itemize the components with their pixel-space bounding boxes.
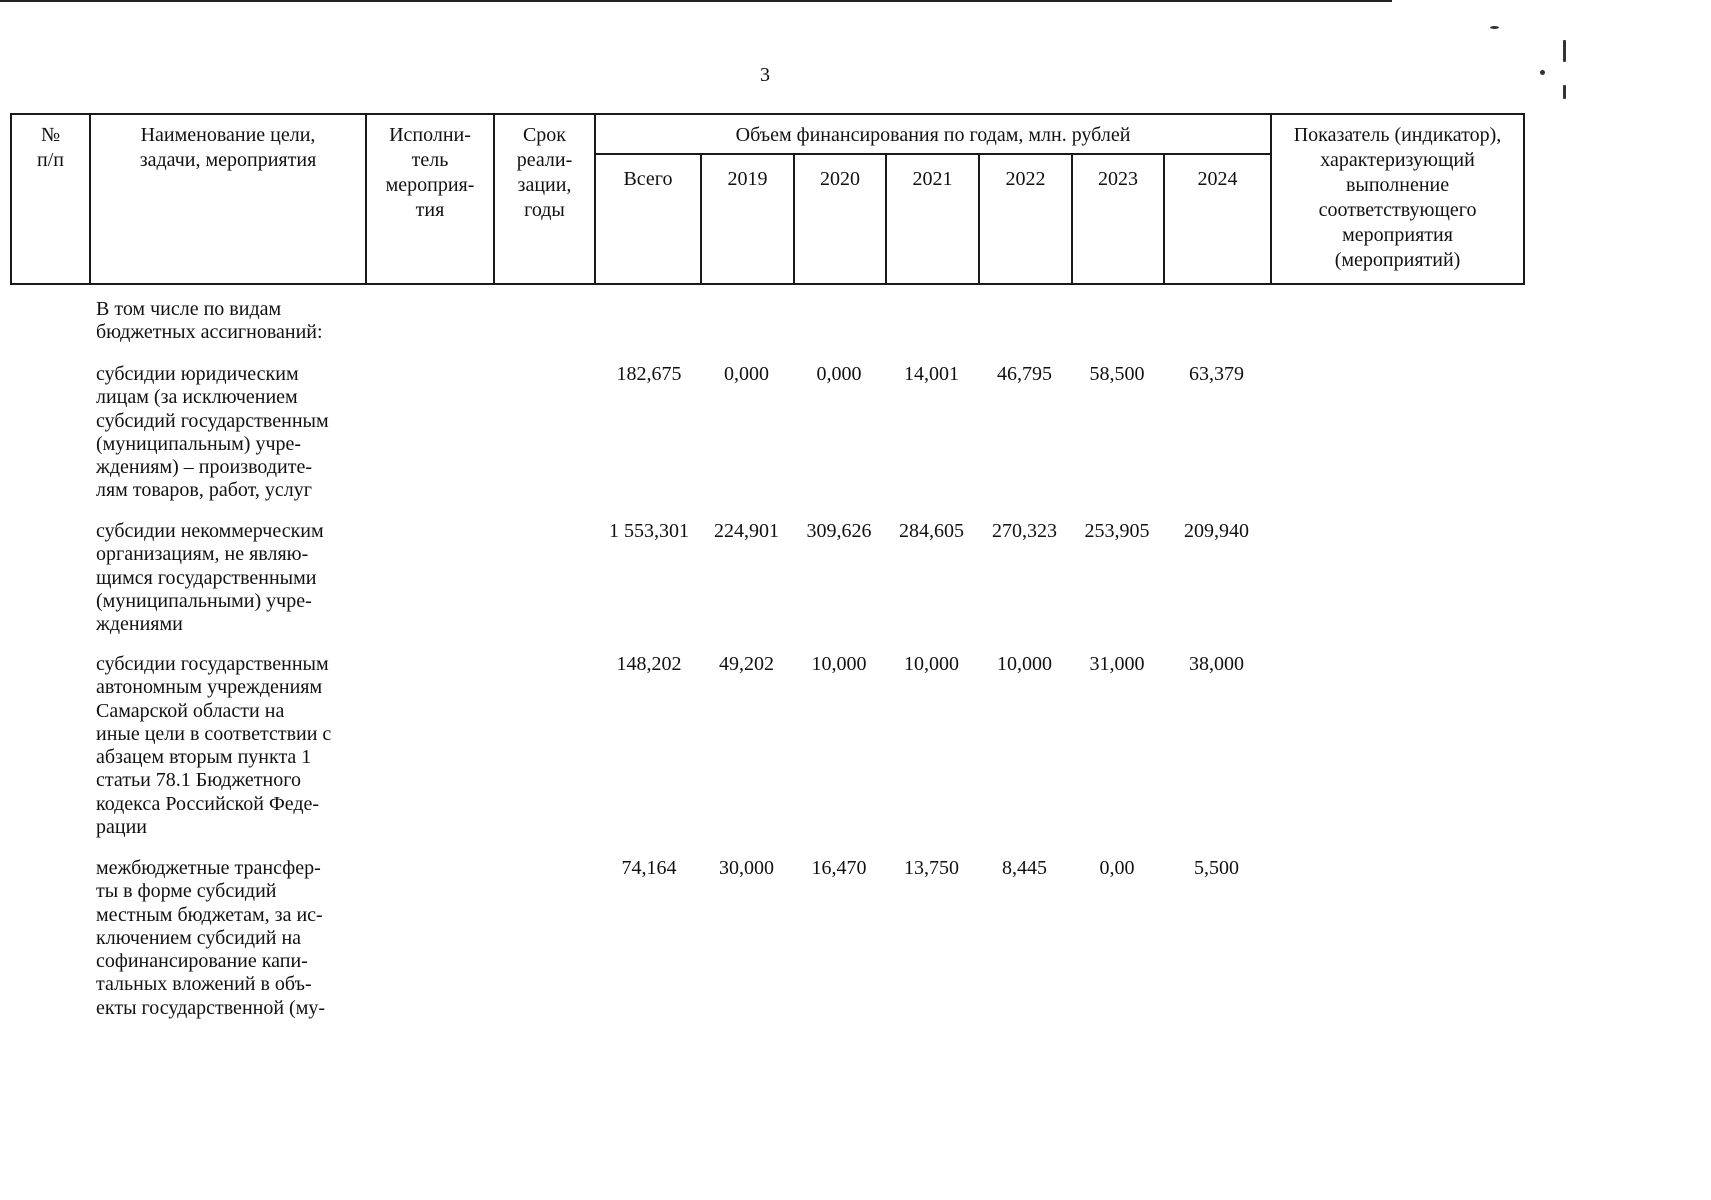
value-2022: 270,323 (992, 520, 1057, 542)
header-indicator: Показатель (индикатор), характеризующий выполнение соответствующего мероприятия (мероприятий) (1271, 114, 1524, 284)
scan-speck (1563, 85, 1566, 99)
header-name: Наименование цели, задачи, мероприятия (90, 114, 366, 284)
header-year-2022: 2022 (979, 154, 1072, 284)
header-year-2019: 2019 (701, 154, 794, 284)
scan-top-edge (0, 0, 1392, 2)
value-2021: 10,000 (904, 653, 959, 675)
value-2019: 0,000 (724, 363, 769, 385)
value-2022: 46,795 (997, 363, 1052, 385)
value-2024: 38,000 (1189, 653, 1244, 675)
row-description-autonomous-institutions: субсидии государственным автономным учреждениям Самарской области на иные цели в соответствии с абзацем вторым пункта 1 статьи 78.1 Бюджетного кодекса Российской Феде- рации (96, 653, 332, 839)
value-2023: 58,500 (1089, 363, 1145, 385)
header-year-2024: 2024 (1164, 154, 1271, 284)
value-2021: 14,001 (904, 363, 959, 385)
value-2019: 30,000 (719, 857, 774, 879)
scan-speck (1490, 26, 1499, 29)
row-description-legal-entities: субсидии юридическим лицам (за исключением субсидий государственным (муниципальным) учре- ждениям) – производите- лям товаров, работ, услуг (96, 363, 329, 502)
value-2022: 10,000 (997, 653, 1052, 675)
value-total: 148,202 (616, 653, 682, 675)
header-term: Срок реали- зации, годы (494, 114, 595, 284)
value-2020: 16,470 (811, 857, 867, 879)
value-2023: 0,00 (1099, 857, 1135, 879)
value-2021: 284,605 (899, 520, 964, 542)
table-header (10, 113, 1525, 285)
value-2019: 49,202 (719, 653, 774, 675)
scan-speck (1563, 40, 1566, 62)
value-total: 1 553,301 (609, 520, 689, 542)
value-2023: 31,000 (1089, 653, 1145, 675)
value-total: 182,675 (616, 363, 682, 385)
value-2021: 13,750 (904, 857, 959, 879)
scan-speck (1540, 70, 1545, 75)
header-year-2021: 2021 (886, 154, 979, 284)
value-2019: 224,901 (714, 520, 779, 542)
row-description-interbudget-transfers: межбюджетные трансфер- ты в форме субсидий местным бюджетам, за ис- ключением субсидий на софинансирование капи- тальных вложений в объ- екты государственной (му- (96, 857, 326, 1019)
value-total: 74,164 (621, 857, 677, 879)
page-number: 3 (760, 64, 770, 86)
row-description-nonprofits: субсидии некоммерческим организациям, не являю- щимся государственными (муниципальными) учре- ждениями (96, 520, 324, 636)
value-2024: 209,940 (1184, 520, 1249, 542)
value-2024: 63,379 (1189, 363, 1244, 385)
value-2020: 0,000 (816, 363, 862, 385)
value-2020: 309,626 (806, 520, 872, 542)
header-executor: Исполни- тель мероприя- тия (366, 114, 494, 284)
header-financing: Объем финансирования по годам, млн. рублей (595, 114, 1271, 154)
value-2023: 253,905 (1084, 520, 1150, 542)
header-year-2020: 2020 (794, 154, 886, 284)
header-num: № п/п (11, 114, 90, 284)
header-total: Всего (595, 154, 701, 284)
value-2024: 5,500 (1194, 857, 1239, 879)
value-2022: 8,445 (1002, 857, 1047, 879)
value-2020: 10,000 (811, 653, 867, 675)
intro-text: В том числе по видам бюджетных ассигнований: (96, 298, 323, 344)
header-year-2023: 2023 (1072, 154, 1164, 284)
